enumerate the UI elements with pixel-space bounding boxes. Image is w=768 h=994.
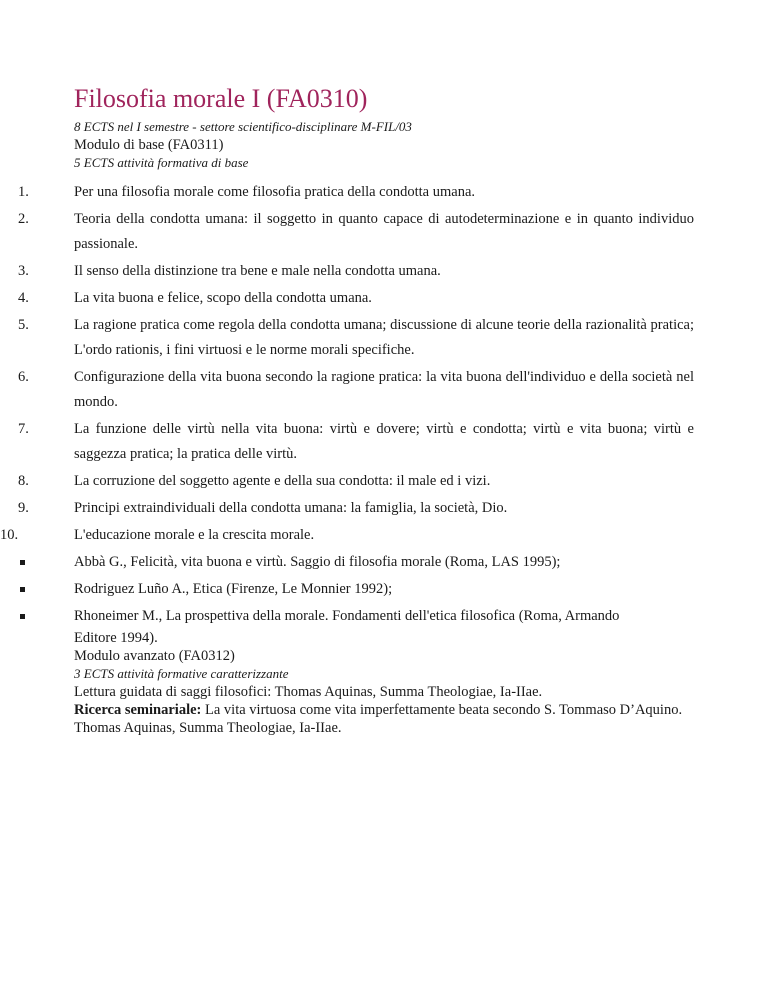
base-module-title: Modulo di base (FA0311) <box>74 137 224 153</box>
item-number: 9. <box>18 500 29 516</box>
bibliography-text: Rhoneimer M., La prospettiva della morale. Fondamenti dell'etica filosofica (Roma, Armando <box>74 608 620 624</box>
list-item <box>0 523 694 548</box>
item-number: 5. <box>18 317 29 333</box>
seminar-text: La vita virtuosa come vita imperfettamente beata secondo S. Tommaso D’Aquino. <box>201 702 683 718</box>
topics-list <box>0 180 694 548</box>
ects-line: 8 ECTS nel I semestre - settore scientifico-disciplinare M-FIL/03 <box>74 119 412 134</box>
base-module-ects: 5 ECTS attività formativa di base <box>74 155 249 170</box>
bibliography-item <box>0 550 694 575</box>
item-text: La corruzione del soggetto agente e della sua condotta: il male ed i vizi. <box>74 473 491 489</box>
item-number: 7. <box>18 421 29 437</box>
item-text: Il senso della distinzione tra bene e male nella condotta umana. <box>74 263 441 279</box>
bullet-icon <box>20 587 25 592</box>
bibliography-list <box>0 550 694 629</box>
item-text: Teoria della condotta umana: il soggetto in quanto capace di autodeterminazione e in quanto individuo passionale. <box>74 211 694 252</box>
list-item <box>0 286 694 311</box>
item-number: 1. <box>18 184 29 200</box>
advanced-module-ects: 3 ECTS attività formative caratterizzante <box>74 666 289 681</box>
item-number: 4. <box>18 290 29 306</box>
list-item <box>0 365 694 415</box>
item-number: 10. <box>0 527 19 543</box>
item-number: 6. <box>18 369 29 385</box>
course-title: Filosofia morale I (FA0310) <box>74 84 368 113</box>
list-item <box>0 313 694 363</box>
item-text: La funzione delle virtù nella vita buona: virtù e dovere; virtù e condotta; virtù e vita buona; virtù e saggezza pratica; la pratica delle virtù. <box>74 421 694 462</box>
bibliography-text: Abbà G., Felicità, vita buona e virtù. Saggio di filosofia morale (Roma, LAS 1995); <box>74 554 561 570</box>
item-text: L'educazione morale e la crescita morale. <box>74 527 315 543</box>
list-item <box>0 469 694 494</box>
advanced-module-title: Modulo avanzato (FA0312) <box>74 648 235 664</box>
seminar-label: Ricerca seminariale: <box>74 702 202 718</box>
item-text: Principi extraindividuali della condotta umana: la famiglia, la società, Dio. <box>74 500 508 516</box>
item-text: La ragione pratica come regola della condotta umana; discussione di alcune teorie della razionalità pratica; L'ordo rationis, i fini virtuosi e le norme morali specifiche. <box>74 317 694 358</box>
list-item <box>0 496 694 521</box>
bibliography-item <box>0 577 694 602</box>
advanced-module-section <box>74 629 694 737</box>
item-number: 8. <box>18 473 29 489</box>
item-number: 2. <box>18 211 29 227</box>
bibliography-text: Rodriguez Luño A., Etica (Firenze, Le Monnier 1992); <box>74 581 393 597</box>
document-page <box>0 84 694 737</box>
list-item <box>0 207 694 257</box>
list-item <box>0 180 694 205</box>
list-item <box>0 417 694 467</box>
seminar-research <box>74 701 694 719</box>
item-text: La vita buona e felice, scopo della condotta umana. <box>74 290 372 306</box>
bullet-icon <box>20 614 25 619</box>
bullet-icon <box>20 560 25 565</box>
text-reference: Thomas Aquinas, Summa Theologiae, Ia-IIae. <box>74 720 342 736</box>
guided-reading: Lettura guidata di saggi filosofici: Thomas Aquinas, Summa Theologiae, Ia-IIae. <box>74 684 543 700</box>
item-number: 3. <box>18 263 29 279</box>
bibliography-continuation: Editore 1994). <box>74 630 158 646</box>
item-text: Configurazione della vita buona secondo la ragione pratica: la vita buona dell'individuo e della società nel mondo. <box>74 369 694 410</box>
item-text: Per una filosofia morale come filosofia pratica della condotta umana. <box>74 184 476 200</box>
bibliography-item <box>0 604 694 629</box>
list-item <box>0 259 694 284</box>
